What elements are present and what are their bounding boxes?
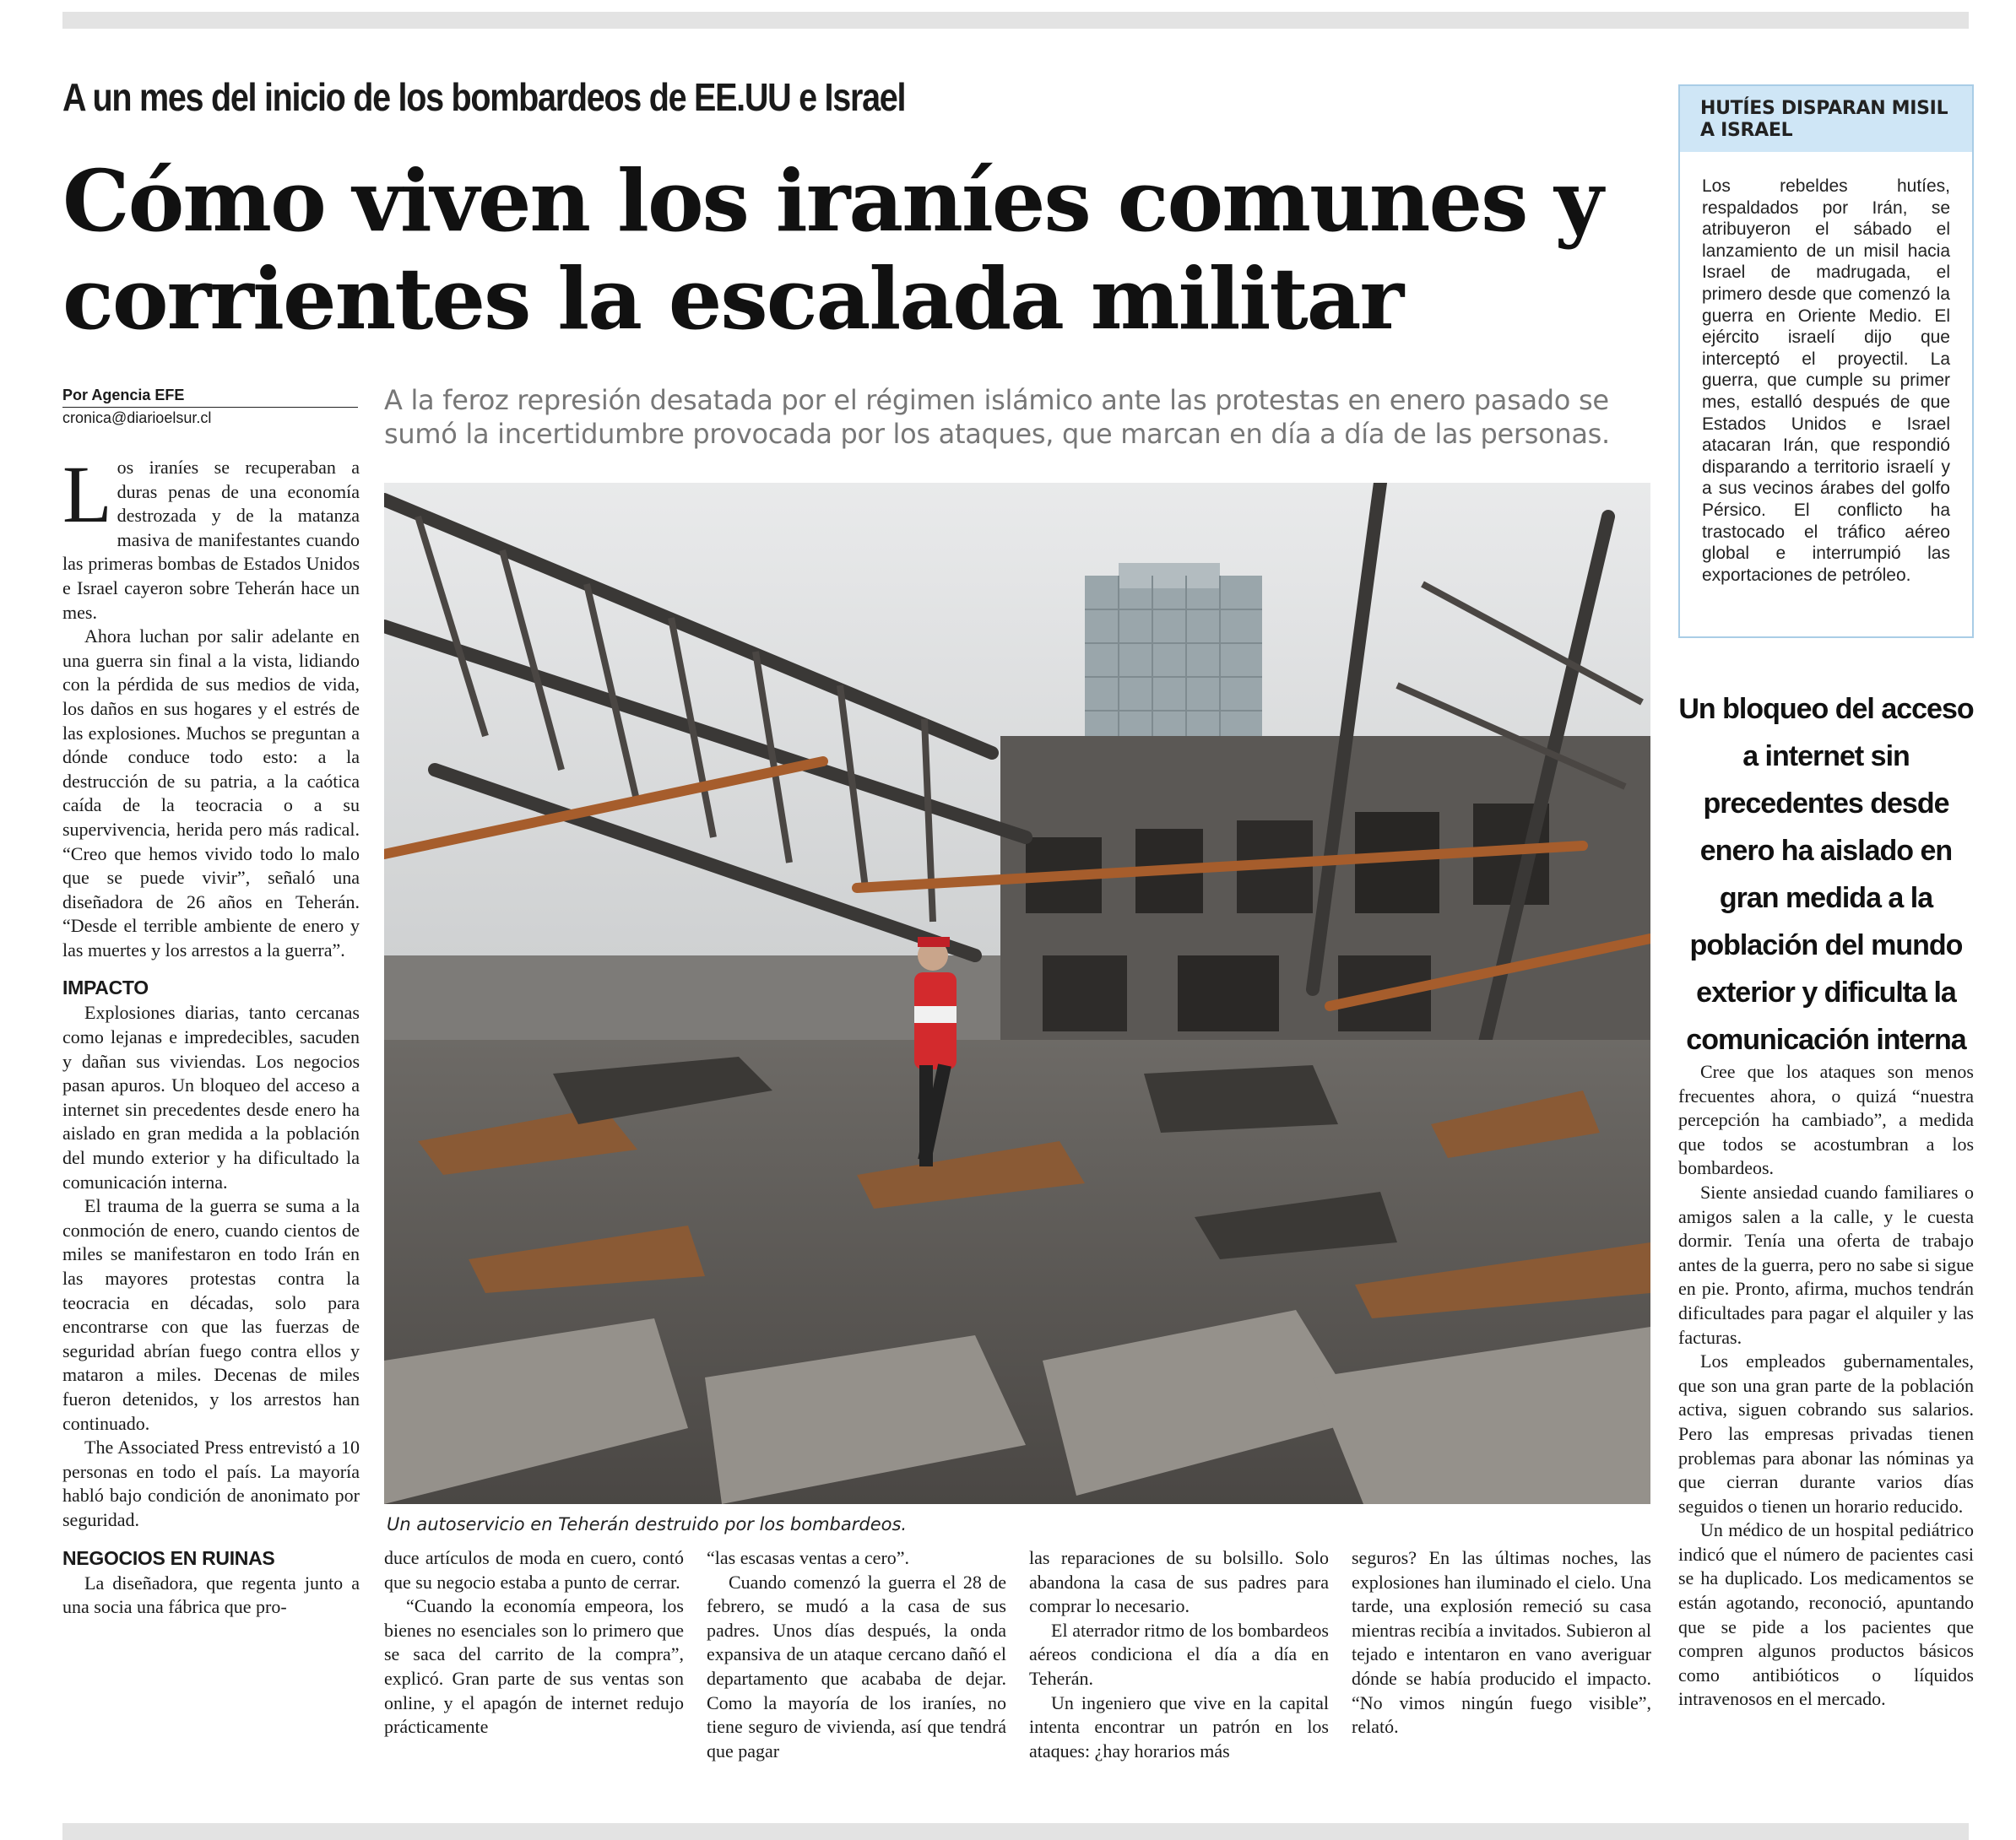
body-paragraph: Un ingeniero que vive en la capital intenta encontrar un patrón en los ataques: ¿hay horarios más bbox=[1029, 1691, 1329, 1762]
body-paragraph: “las escasas ventas a cero”. bbox=[707, 1547, 910, 1568]
destroyed-building-illustration bbox=[384, 483, 1650, 1504]
body-paragraph: “Cuando la economía empeora, los bienes no esenciales son lo primero que se saca del carrito de la compra”, explicó. Gran parte de sus ventas son online, y el apagón de internet redujo prácticamente bbox=[384, 1595, 684, 1738]
body-text: os iraníes se recuperaban a duras penas de una economía destrozada y de la matanza masiva de manifestantes cuando las primeras bombas de Estados Unidos e Israel cayeron sobre Teherán hace un mes. bbox=[62, 457, 360, 623]
photo-caption: Un autoservicio en Teherán destruido por los bombardeos. bbox=[387, 1514, 908, 1534]
body-paragraph: Siente ansiedad cuando familiares o amigos salen a la calle, y le cuesta dormir. Tenía una oferta de trabajo antes de la guerra, pero no sabe si sigue en pie. Pronto, afirma, muchos tendrán dificultades para pagar el alquiler y las facturas. bbox=[1678, 1181, 1974, 1348]
body-paragraph: El trauma de la guerra se suma a la conmoción de enero, cuando cientos de miles se manifestaron en todo Irán en las mayores protestas contra la teocracia en décadas, solo para encontrarse con que las fuerzas de seguridad abrían fuego contra ellos y mataron a miles. Decenas de miles fueron detenidos, y los arrestos han continuado. bbox=[62, 1195, 360, 1434]
subhead-impacto: IMPACTO bbox=[62, 977, 149, 999]
byline-email: cronica@diarioelsur.cl bbox=[62, 409, 212, 426]
headline-line-2: corrientes la escalada militar bbox=[62, 249, 1403, 349]
body-paragraph: seguros? En las últimas noches, las explosiones han iluminado el cielo. Una tarde, una explosión remeció su casa mientras recibía a invitados. Subieron al tejado e intentaron en vano averiguar dónde se había producido el impacto. “No vimos ningún fuego visible”, relató. bbox=[1352, 1547, 1651, 1738]
body-paragraph bbox=[62, 449, 360, 625]
article-column-right bbox=[1678, 1060, 1974, 1712]
body-paragraph: Ahora luchan por salir adelante en una guerra sin final a la vista, lidiando con la pérdida de sus medios de vida, los daños en sus hogares y el estrés de las explosiones. Muchos se preguntan a dónde conduce todo esto: a la destrucción de su patria, a la caótica caída de la teocracia o a su supervivencia, herida pero más radical. “Creo que hemos vivido todo lo malo que se puede vivir”, señaló una diseñadora de 26 años en Teherán. “Desde el terrible ambiente de enero y las muertes y los arrestos a la guerra”. bbox=[62, 625, 360, 961]
kicker: A un mes del inicio de los bombardeos de EE.UU e Israel bbox=[62, 75, 906, 119]
article-column-4 bbox=[1029, 1546, 1329, 1783]
body-paragraph: Un médico de un hospital pediátrico indicó que el número de pacientes casi se ha duplicado. Los medicamentos se están agotando, reconoció, apuntando que se pide a los pacientes que compren algunos productos básicos como antibióticos o líquidos intravenosos en el mercado. bbox=[1678, 1519, 1974, 1710]
article-column-1 bbox=[62, 449, 360, 1772]
body-paragraph: Cuando comenzó la guerra el 28 de febrero, se mudó a la casa de sus padres. Unos días después, la onda expansiva de un ataque cercano dañó el departamento que acababa de dejar. Como la mayoría de los iraníes, no tiene seguro de vivienda, así que tendrá que pagar bbox=[707, 1571, 1006, 1762]
news-photo bbox=[384, 483, 1650, 1504]
article-column-2 bbox=[384, 1546, 684, 1783]
sidebar-box-title: HUTÍES DISPARAN MISIL A ISRAEL bbox=[1680, 86, 1972, 152]
headline-line-1: Cómo viven los iraníes comunes y bbox=[62, 151, 1602, 251]
sidebar-box bbox=[1678, 84, 1974, 638]
subhead-negocios: NEGOCIOS EN RUINAS bbox=[62, 1546, 275, 1569]
bottom-rule-bar bbox=[62, 1823, 1969, 1840]
byline-author: Por Agencia EFE bbox=[62, 385, 358, 408]
headline bbox=[62, 152, 1624, 348]
drop-cap: L bbox=[62, 449, 112, 539]
pull-quote: Un bloqueo del acceso a internet sin precedentes desde enero ha aislado en gran medida a la población del mundo exterior y dificulta la comunicación interna bbox=[1678, 693, 1974, 1056]
byline bbox=[62, 385, 358, 429]
body-paragraph: duce artículos de moda en cuero, contó que su negocio estaba a punto de cerrar. bbox=[384, 1547, 684, 1593]
body-paragraph: Cree que los ataques son menos frecuentes ahora, o quizá “nuestra percepción ha cambiado”, a medida que todos se acostumbran a los bombardeos. bbox=[1678, 1061, 1974, 1179]
body-paragraph: El aterrador ritmo de los bombardeos aéreos condiciona el día a día en Teherán. bbox=[1029, 1619, 1329, 1689]
article-column-5 bbox=[1352, 1546, 1651, 1783]
body-paragraph: las reparaciones de su bolsillo. Solo abandona la casa de sus padres para comprar lo necesario. bbox=[1029, 1547, 1329, 1617]
top-rule-bar bbox=[62, 12, 1969, 29]
lead-paragraph: A la feroz represión desatada por el régimen islámico ante las protestas en enero pasado se sumó la incertidumbre provocada por los ataques, que marcan en día a día de las personas. bbox=[384, 384, 1610, 450]
body-paragraph: The Associated Press entrevistó a 10 personas en todo el país. La mayoría habló bajo condición de anonimato por seguridad. bbox=[62, 1437, 360, 1530]
body-paragraph: Los empleados gubernamentales, que son una gran parte de la población activa, siguen cobrando sus salarios. Pero las empresas privadas tienen problemas para abonar las nóminas ya que cierran durante varios días seguidos o tienen un horario reducido. bbox=[1678, 1350, 1974, 1517]
body-paragraph: La diseñadora, que regenta junto a una socia una fábrica que pro- bbox=[62, 1572, 360, 1618]
sidebar-box-text: Los rebeldes hutíes, respaldados por Irán, se atribuyeron el sábado el lanzamiento de un misil hacia Israel de madrugada, el primero desde que comenzó la guerra en Oriente Medio. El ejército israelí dijo que interceptó el proyectil. La guerra, que cumple su primer mes, estalló después de que Estados Unidos e Israel atacaran Irán, que respondió disparando a territorio israelí y a sus vecinos árabes del golfo Pérsico. El conflicto ha trastocado el tráfico aéreo global e interrumpió las exportaciones de petróleo. bbox=[1702, 176, 1950, 585]
article-column-3 bbox=[707, 1546, 1006, 1783]
body-paragraph: Explosiones diarias, tanto cercanas como lejanas e impredecibles, sacuden y dañan sus viviendas. Los negocios pasan apuros. Un bloqueo del acceso a internet sin precedentes desde enero ha aislado en gran medida a la población del mundo exterior y ha dificultado la comunicación interna. bbox=[62, 1002, 360, 1193]
